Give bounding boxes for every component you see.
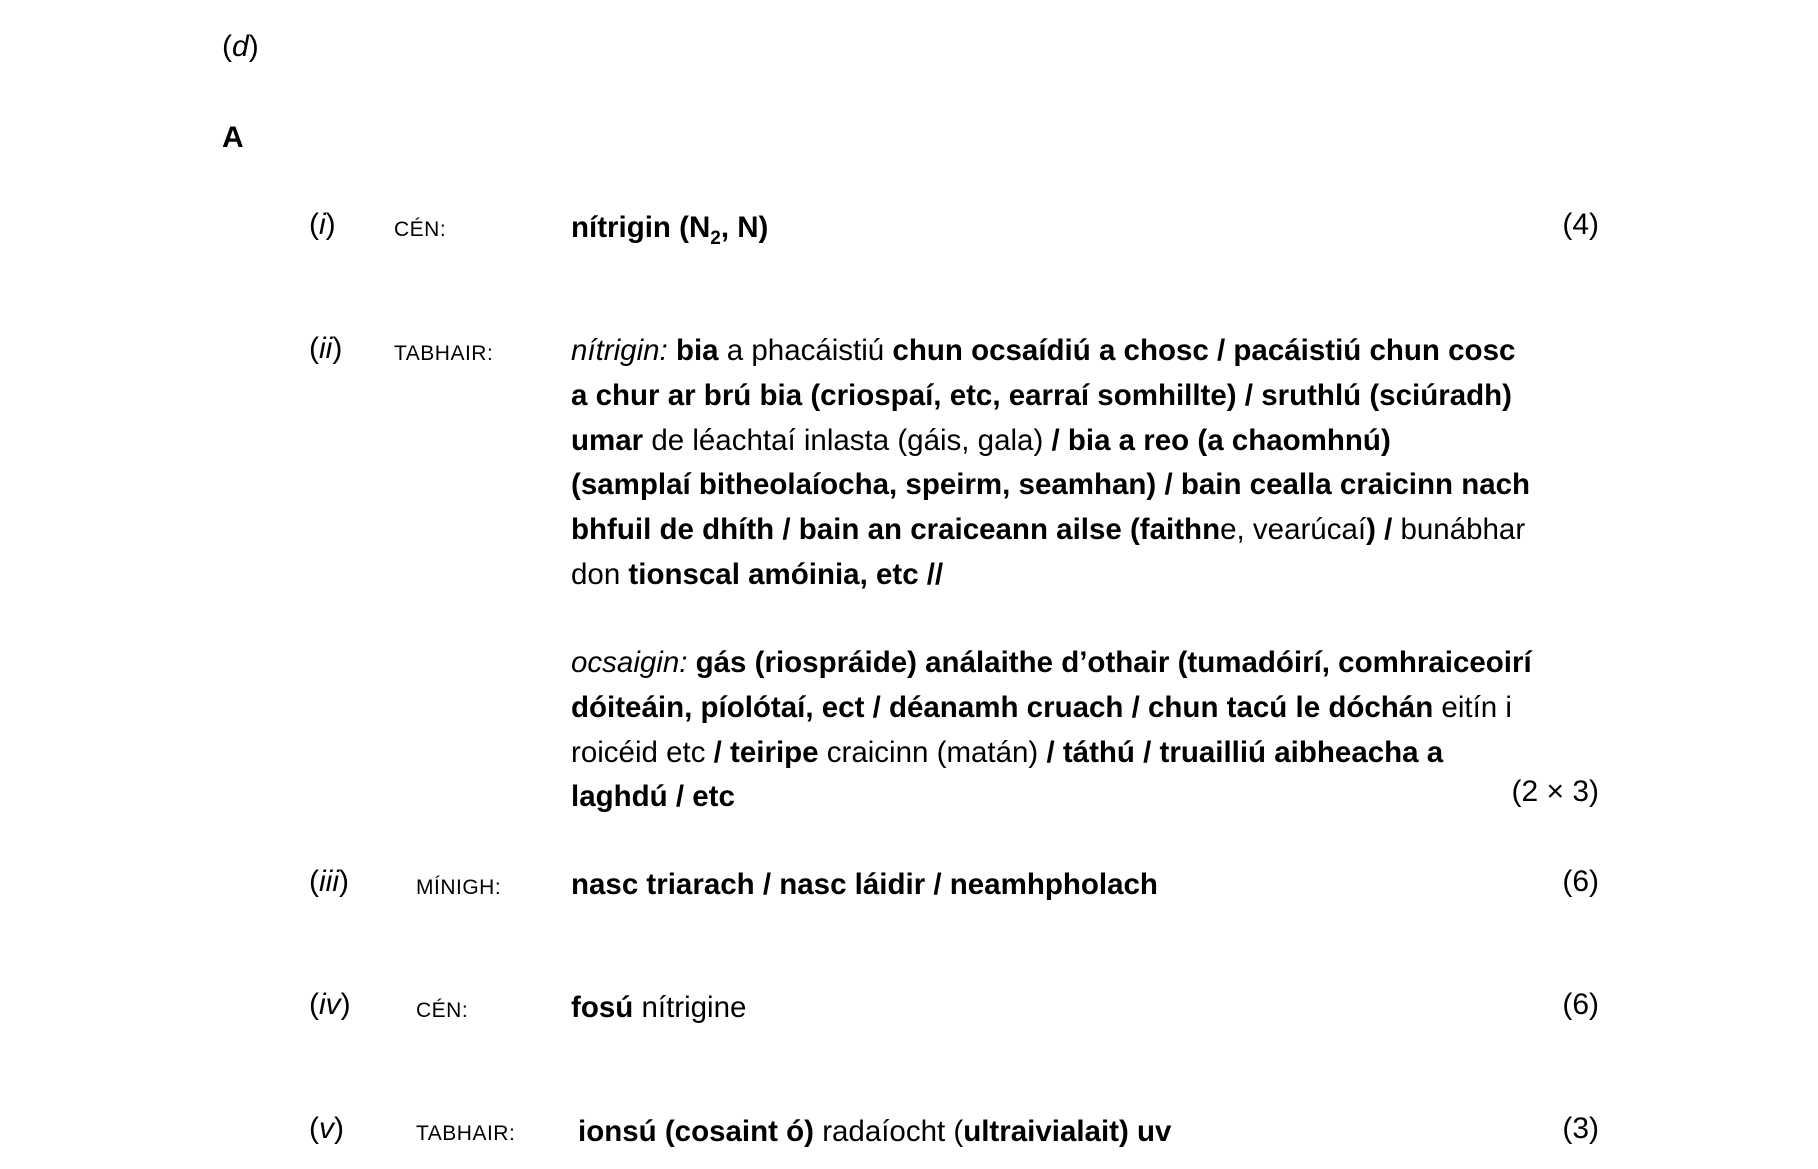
text-run: ocsaigin: [571,646,688,679]
text-run: / táthú / truailliú aibheacha a [1046,735,1444,769]
part-label: (d) [222,30,259,63]
text-run: bhfuil de dhíth / bain an craiceann ailse (faithn [571,513,1221,547]
text-run: (samplaí bitheolaíocha, speirm, seamhan) / bain cealla craicinn nach [571,468,1531,502]
marks-iii: (6) [1562,865,1599,898]
answer-ii-nitrogen [571,329,1561,598]
text-run: / teiripe [713,735,819,769]
text-run: / bia a reo (a chaomhnú) [1051,423,1391,457]
answer-line [571,553,1561,598]
text-run: ionsú (cosaint ó) [578,1115,814,1148]
answer-line [571,641,1561,686]
item-number-ii: (ii) [309,332,343,365]
marks-i: (4) [1562,208,1599,241]
answer-line [571,329,1561,374]
text-run: radaíocht ( [814,1115,964,1148]
text-run: a phacáistiú [718,334,893,367]
text-run: dóiteáin, píolótaí, ect / déanamh cruach / chun tacú le dóchán [571,690,1434,724]
part-letter: d [232,30,249,63]
text-run: umar [571,423,644,457]
text-run: eitín i [1433,690,1512,724]
instruction-i: CÉN: [394,218,447,241]
instruction-ii: TABHAIR: [394,342,494,365]
item-number-iii: (iii) [309,865,349,898]
item-number-v: (v) [309,1112,344,1145]
marks-ii: (2 × 3) [1511,775,1599,808]
marks-iv: (6) [1562,988,1599,1021]
answer-line [571,463,1561,508]
text-run: fosú [571,991,634,1024]
text-run: craicinn (matán) [818,735,1047,769]
answer-iv [571,986,1561,1031]
text-run: roicéid etc [571,735,714,769]
marks-v: (3) [1562,1112,1599,1145]
instruction-v: TABHAIR: [416,1122,516,1145]
text-run: bunábhar [1392,513,1526,547]
item-number-iv: (iv) [309,988,351,1021]
answer-line [571,374,1561,419]
text-run: a chur ar brú bia (criospaí, etc, earraí somhillte) / sruthlú (sciúradh) [571,378,1512,412]
text-run: nítrigine [633,991,747,1024]
text-run: don [571,557,629,591]
answer-line [571,731,1561,776]
instruction-iv: CÉN: [416,999,469,1022]
answer-line [571,686,1561,731]
answer-iii [571,863,1561,908]
text-run: nítrigin: [571,334,668,367]
text-run: laghdú / etc [571,780,735,814]
instruction-iii: MÍNIGH: [416,876,502,899]
answer-line [571,419,1561,464]
item-number-i: (i) [309,208,336,241]
answer-i: nítrigin ($N_2$, N) [571,211,769,249]
answer-v [578,1110,1568,1155]
text-run: de léachtaí inlasta (gáis, gala) [643,423,1052,457]
answer-line [571,775,1561,820]
section-heading: A [222,121,244,154]
text-run: chun ocsaídiú a chosc / pacáistiú chun cosc [892,334,1516,367]
text-run: e, [1220,513,1253,547]
text-run: bia [667,334,719,367]
text-run: tionscal amóinia, etc // [628,557,944,591]
text-run: ultraivialait) uv [963,1115,1172,1148]
text-run: vearúcaí [1252,513,1367,547]
text-run: ) / [1366,513,1393,547]
text-run: nasc triarach / nasc láidir / neamhpholach [571,868,1158,901]
answer-ii-oxygen [571,641,1561,820]
answer-line [571,508,1561,553]
text-run: gás (riospráide) análaithe d’othair (tumadóirí, comhraiceoirí [687,646,1532,679]
